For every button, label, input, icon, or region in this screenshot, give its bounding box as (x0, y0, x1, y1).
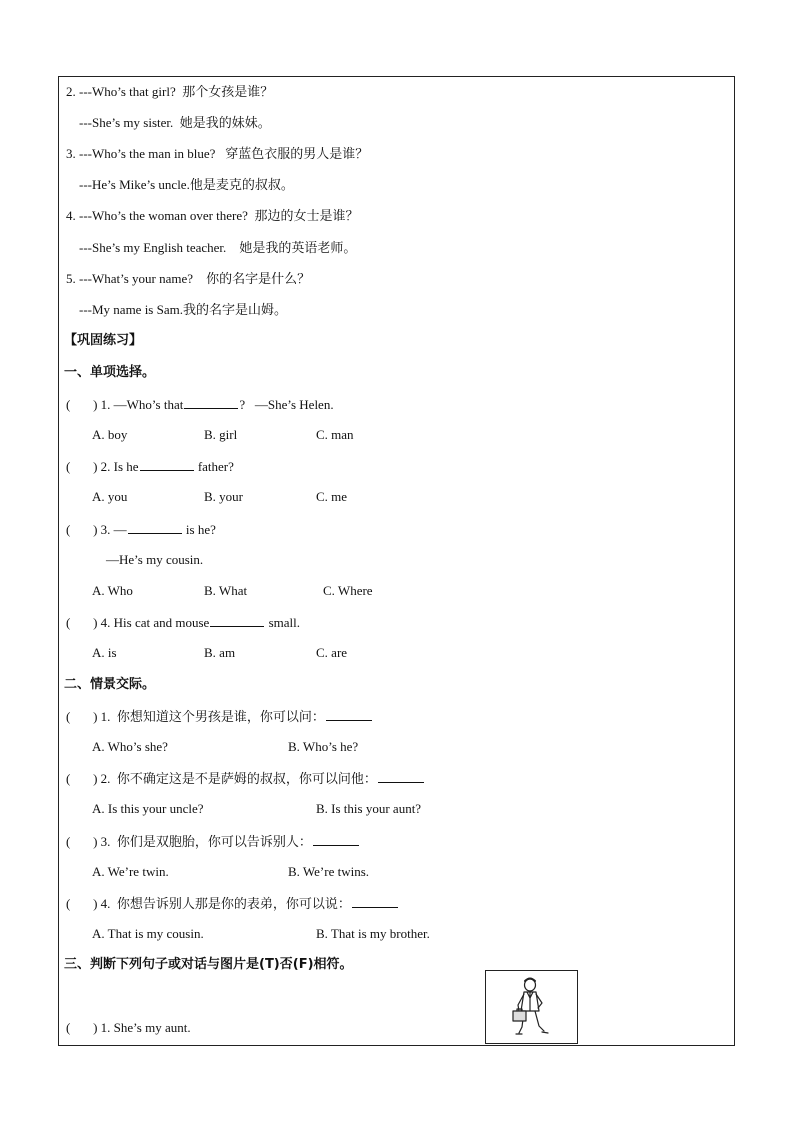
s2-question-4: ( ) 4. 你想告诉别人那是你的表弟，你可以说： (66, 895, 399, 912)
s3-question-1: ( ) 1. She’s my aunt. (66, 1020, 191, 1035)
s1-q1-option-a: A. boy (92, 427, 128, 442)
answer-blank[interactable] (184, 396, 238, 409)
s1-q2-option-a: A. you (92, 489, 128, 504)
s1-question-2: ( ) 2. Is he father? (66, 459, 234, 474)
s1-q2-option-b: B. your (204, 489, 243, 504)
answer-blank[interactable] (210, 614, 264, 627)
s2-question-1: ( ) 1. 你想知道这个男孩是谁，你可以问： (66, 708, 373, 725)
s2-q2-option-a: A. Is this your uncle? (92, 801, 204, 816)
s2-q4-option-a: A. That is my cousin. (92, 926, 204, 941)
man-with-briefcase-picture (485, 970, 578, 1044)
section2-title: 二、情景交际。 (64, 677, 156, 692)
answer-blank[interactable] (326, 708, 372, 721)
s1-question-3: ( ) 3. — is he? (66, 522, 216, 537)
dialogue-2-question: 2. ---Who’s that girl? 那个女孩是谁？ (66, 84, 274, 99)
s2-question-2: ( ) 2. 你不确定这是不是萨姆的叔叔，你可以问他： (66, 770, 425, 787)
s2-q3-option-b: B. We’re twins. (288, 864, 370, 879)
dialogue-4-question: 4. ---Who’s the woman over there? 那边的女士是谁？ (66, 208, 359, 223)
dialogue-3-answer: ---He’s Mike’s uncle.他是麦克的叔叔。 (79, 177, 294, 192)
s1-q1-option-c: C. man (316, 427, 354, 442)
dialogue-3-question: 3. ---Who’s the man in blue? 穿蓝色衣服的男人是谁？ (66, 146, 369, 161)
dialogue-5-question: 5. ---What’s your name? 你的名字是什么？ (66, 271, 311, 286)
s2-q1-option-a: A. Who’s she? (92, 739, 168, 754)
answer-blank[interactable] (352, 895, 398, 908)
section1-title: 一、单项选择。 (64, 365, 156, 380)
s2-q3-option-a: A. We’re twin. (92, 864, 169, 879)
dialogue-4-answer: ---She’s my English teacher. 她是我的英语老师。 (79, 240, 357, 255)
s1-q4-option-a: A. is (92, 645, 117, 660)
practice-heading: 【巩固练习】 (64, 333, 143, 348)
s1-q2-option-c: C. me (316, 489, 348, 504)
s1-q4-option-b: B. am (204, 645, 236, 660)
answer-blank[interactable] (140, 458, 194, 471)
dialogue-5-answer: ---My name is Sam.我的名字是山姆。 (79, 302, 287, 317)
s1-q3-reply: —He’s my cousin. (106, 552, 204, 567)
section3-title: 三、判断下列句子或对话与图片是(T)否(F)相符。 (64, 957, 353, 972)
s2-question-3: ( ) 3. 你们是双胞胎，你可以告诉别人： (66, 833, 360, 850)
s1-question-4: ( ) 4. His cat and mouse small. (66, 615, 301, 630)
s2-q1-option-b: B. Who’s he? (288, 739, 359, 754)
man-with-briefcase-icon (486, 971, 577, 1043)
s2-q2-option-b: B. Is this your aunt? (316, 801, 422, 816)
s1-q4-option-c: C. are (316, 645, 348, 660)
s1-q3-option-c: C. Where (323, 583, 373, 598)
s2-q4-option-b: B. That is my brother. (316, 926, 430, 941)
answer-blank[interactable] (378, 770, 424, 783)
answer-blank[interactable] (313, 833, 359, 846)
s1-q1-option-b: B. girl (204, 427, 238, 442)
s1-q3-option-a: A. Who (92, 583, 133, 598)
dialogue-2-answer: ---She’s my sister. 她是我的妹妹。 (79, 115, 271, 130)
s1-q3-option-b: B. What (204, 583, 248, 598)
s1-question-1: ( ) 1. —Who’s that ? —She’s Helen. (66, 397, 334, 412)
answer-blank[interactable] (128, 521, 182, 534)
